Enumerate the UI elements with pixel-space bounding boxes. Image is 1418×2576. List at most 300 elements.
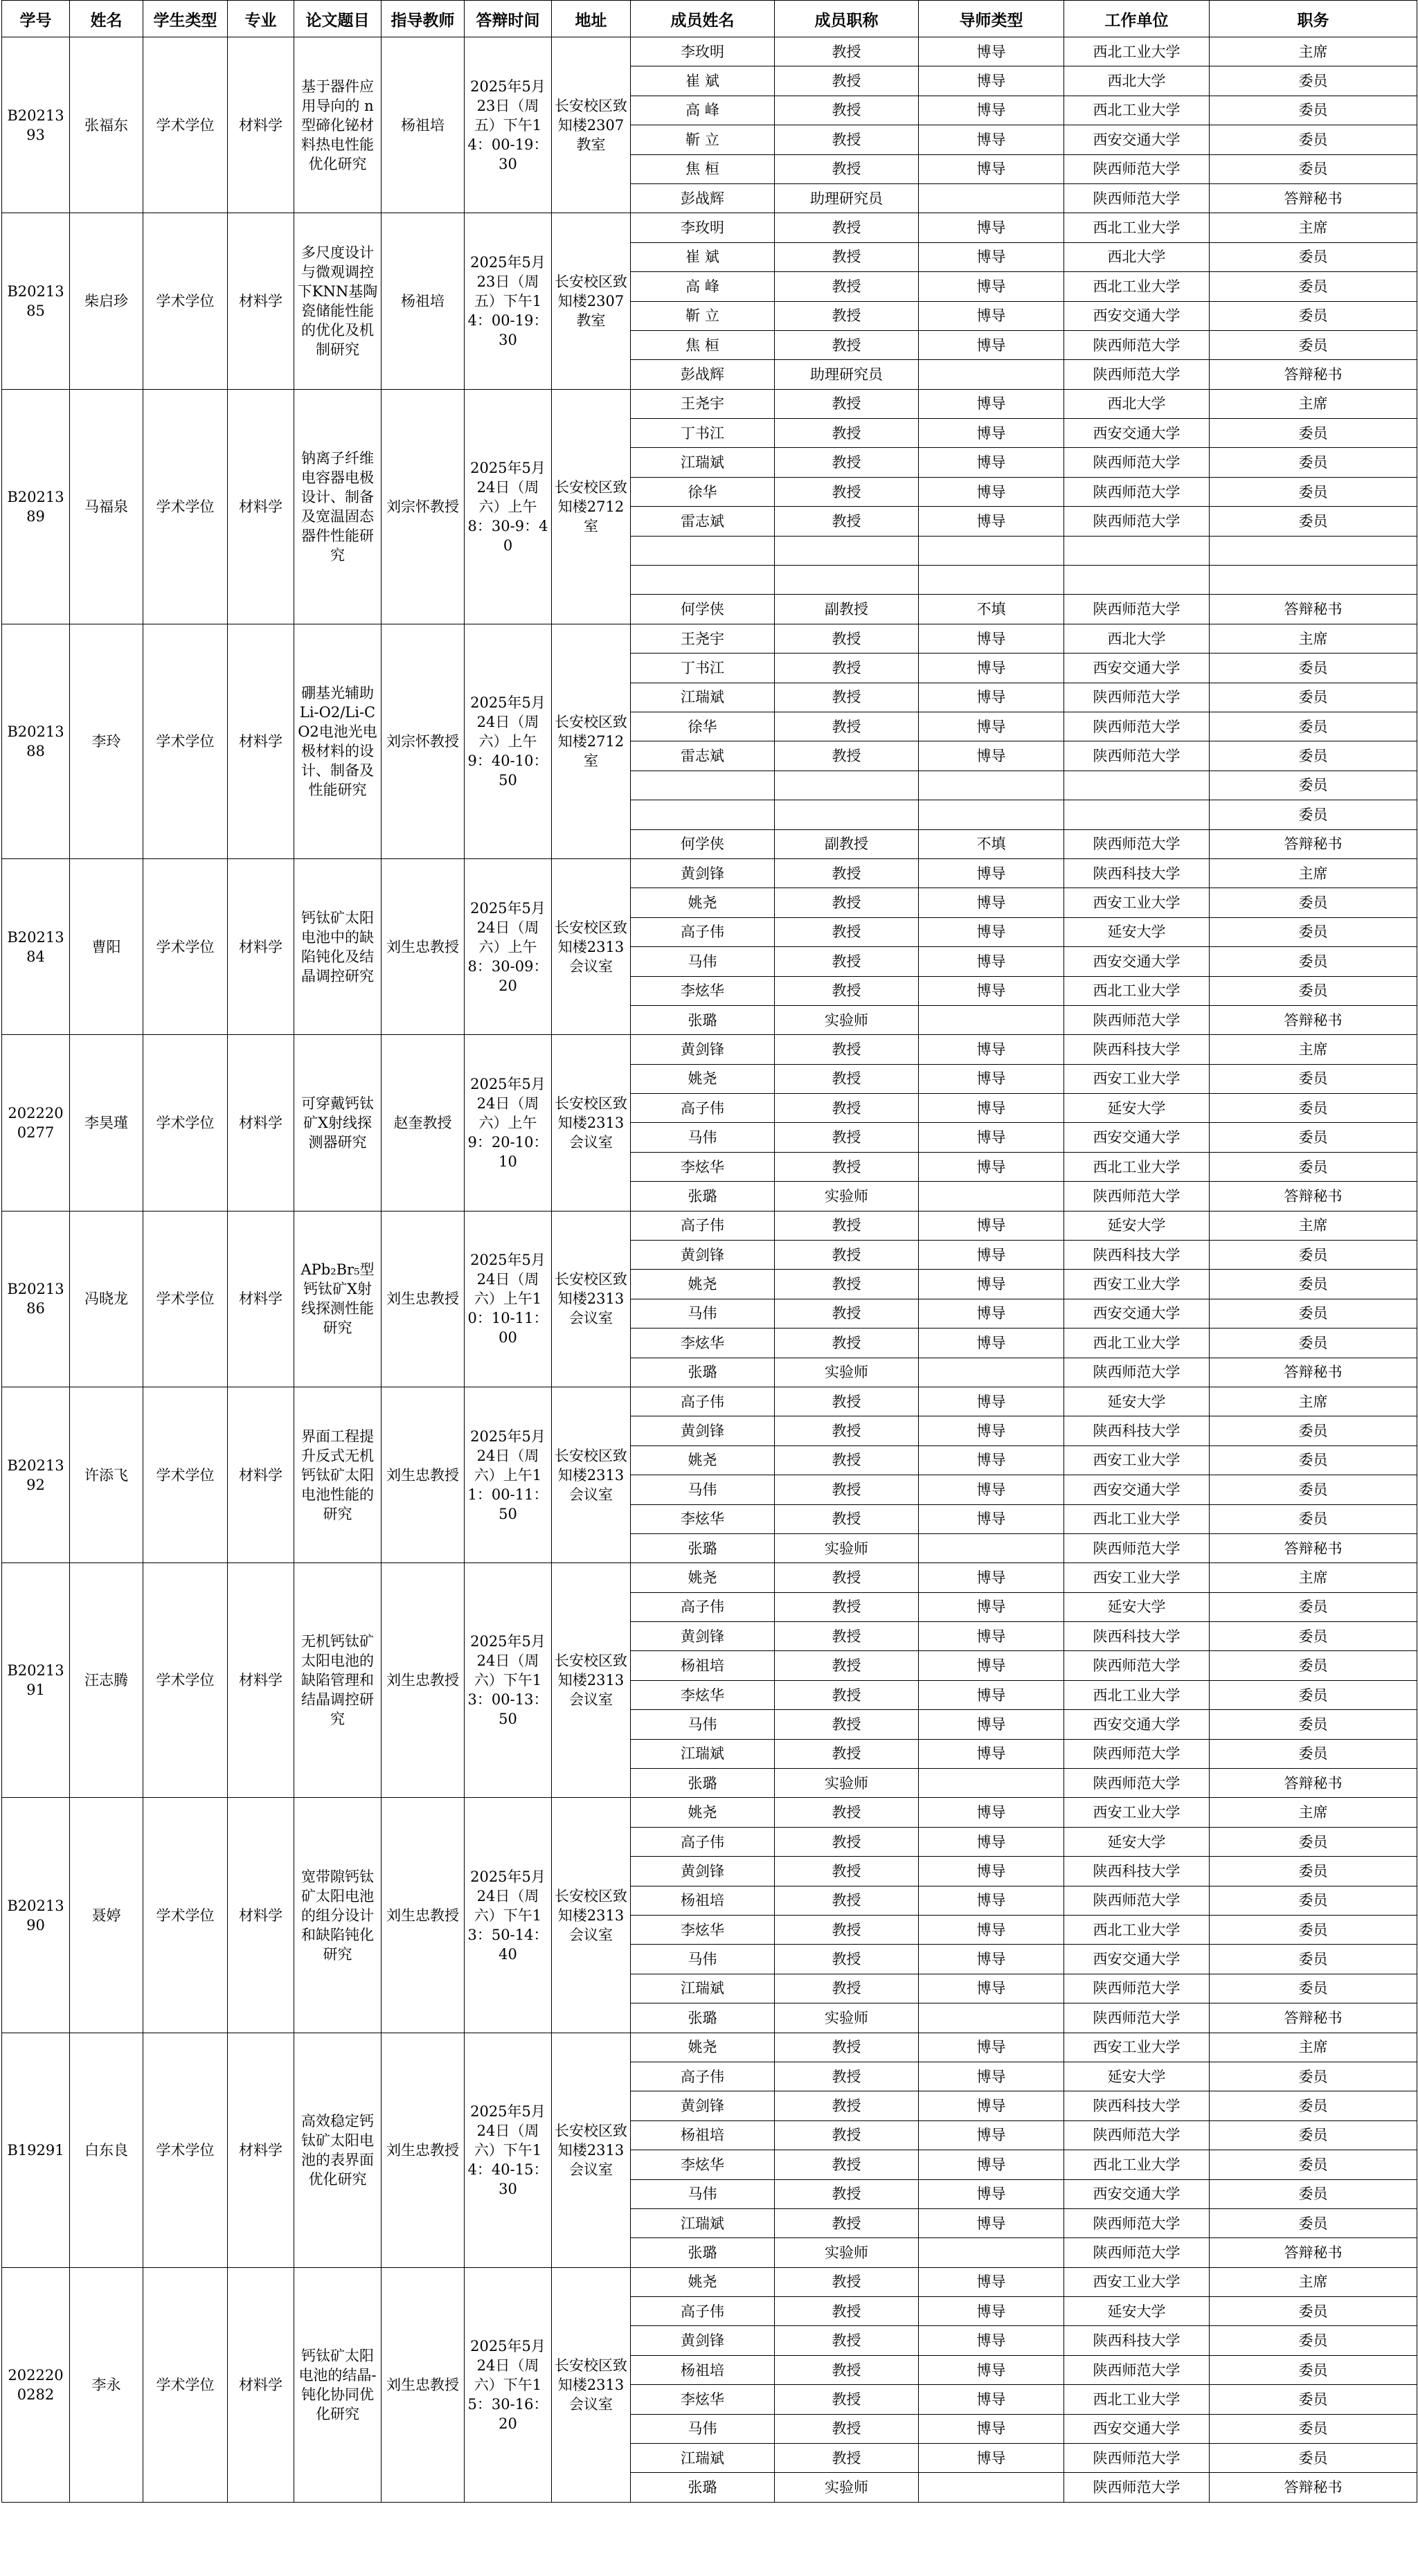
student-id-cell: B2021393 [2,37,70,213]
work-unit-cell: 西安交通大学 [1064,419,1210,448]
role-cell: 委员 [1210,947,1417,976]
member-title-cell: 实验师 [775,1358,919,1387]
supervisor-type-cell: 博导 [919,1592,1064,1621]
member-name-cell: 高子伟 [631,1211,775,1240]
role-cell: 委员 [1210,1241,1417,1270]
location-cell: 长安校区致知楼2712室 [552,624,631,858]
supervisor-type-cell: 博导 [919,2120,1064,2150]
student-name-cell: 李玲 [70,624,143,858]
supervisor-type-cell: 博导 [919,1123,1064,1152]
supervisor-type-cell [919,1533,1064,1562]
role-cell: 委员 [1210,1152,1417,1181]
member-title-cell: 教授 [775,1035,919,1064]
defense-time-cell: 2025年5月23日（周五）下午14：00-19：30 [465,213,552,389]
member-name-cell: 杨祖培 [631,2120,775,2150]
role-cell: 主席 [1210,2267,1417,2296]
supervisor-type-cell [919,536,1064,565]
role-cell: 委员 [1210,1886,1417,1915]
role-cell: 主席 [1210,1798,1417,1827]
location-cell: 长安校区致知楼2313会议室 [552,1387,631,1562]
role-cell: 委员 [1210,477,1417,506]
member-title-cell: 教授 [775,2444,919,2473]
defense-time-cell: 2025年5月24日（周六）上午8：30-09：20 [465,858,552,1034]
major-cell: 材料学 [228,1798,294,2033]
member-name-cell: 黄剑锋 [631,1416,775,1445]
thesis-title-cell: APb₂Br₅型钙钛矿X射线探测性能研究 [294,1211,382,1387]
member-name-cell: 丁书江 [631,654,775,683]
role-cell: 委员 [1210,419,1417,448]
work-unit-cell: 西安工业大学 [1064,1563,1210,1592]
member-title-cell: 教授 [775,507,919,536]
work-unit-cell [1064,536,1210,565]
work-unit-cell: 陕西师范大学 [1064,448,1210,477]
header-supervisor-type: 导师类型 [919,1,1064,37]
supervisor-type-cell: 博导 [919,125,1064,154]
role-cell: 委员 [1210,1680,1417,1709]
member-title-cell: 教授 [775,1504,919,1533]
member-title-cell [775,800,919,829]
role-cell: 委员 [1210,507,1417,536]
supervisor-type-cell: 博导 [919,1974,1064,2003]
member-title-cell: 教授 [775,1475,919,1504]
member-name-cell: 高子伟 [631,2062,775,2091]
student-name-cell: 聂婷 [70,1798,143,2033]
work-unit-cell: 陕西师范大学 [1064,595,1210,624]
location-cell: 长安校区致知楼2307教室 [552,37,631,213]
role-cell: 答辩秘书 [1210,1533,1417,1562]
member-name-cell: 李炫华 [631,2385,775,2414]
role-cell: 答辩秘书 [1210,595,1417,624]
supervisor-type-cell: 博导 [919,1680,1064,1709]
role-cell: 委员 [1210,1710,1417,1739]
work-unit-cell: 西安工业大学 [1064,888,1210,917]
supervisor-type-cell: 博导 [919,1945,1064,1974]
member-name-cell: 张璐 [631,2473,775,2502]
defense-time-cell: 2025年5月24日（周六）下午15：30-16：20 [465,2267,552,2502]
role-cell: 委员 [1210,683,1417,712]
student-id-cell: B2021385 [2,213,70,389]
role-cell: 答辩秘书 [1210,2238,1417,2267]
supervisor-type-cell [919,566,1064,595]
role-cell: 委员 [1210,301,1417,330]
member-name-cell: 崔 斌 [631,66,775,96]
supervisor-type-cell: 博导 [919,1827,1064,1856]
work-unit-cell: 西北工业大学 [1064,1680,1210,1709]
supervisor-type-cell: 博导 [919,213,1064,242]
student-name-cell: 马福泉 [70,389,143,624]
role-cell: 答辩秘书 [1210,2003,1417,2033]
member-title-cell: 教授 [775,1152,919,1181]
member-name-cell: 杨祖培 [631,1886,775,1915]
role-cell: 委员 [1210,154,1417,183]
thesis-title-cell: 钙钛矿太阳电池的结晶-钝化协同优化研究 [294,2267,382,2502]
member-title-cell: 教授 [775,389,919,418]
work-unit-cell: 陕西师范大学 [1064,2444,1210,2473]
role-cell: 委员 [1210,125,1417,154]
work-unit-cell: 西安交通大学 [1064,1123,1210,1152]
major-cell: 材料学 [228,624,294,858]
supervisor-type-cell [919,2003,1064,2033]
table-row [2,1211,1417,1240]
supervisor-type-cell: 博导 [919,1299,1064,1328]
work-unit-cell: 西安交通大学 [1064,947,1210,976]
student-name-cell: 李昊瑾 [70,1035,143,1211]
role-cell: 委员 [1210,448,1417,477]
supervisor-type-cell: 博导 [919,242,1064,271]
member-name-cell: 马伟 [631,947,775,976]
header-major: 专业 [228,1,294,37]
location-cell: 长安校区致知楼2313会议室 [552,2267,631,2502]
member-title-cell: 教授 [775,1974,919,2003]
student-type-cell: 学术学位 [143,1563,228,1798]
member-name-cell: 李炫华 [631,1328,775,1358]
member-title-cell: 教授 [775,2267,919,2296]
member-name-cell: 王尧宇 [631,389,775,418]
work-unit-cell: 陕西师范大学 [1064,2355,1210,2384]
major-cell: 材料学 [228,1387,294,1562]
header-defense-time: 答辩时间 [465,1,552,37]
work-unit-cell: 延安大学 [1064,2297,1210,2326]
location-cell: 长安校区致知楼2313会议室 [552,2033,631,2267]
student-name-cell: 白东良 [70,2033,143,2267]
work-unit-cell: 陕西科技大学 [1064,2091,1210,2120]
student-id-cell: B2021391 [2,1563,70,1798]
location-cell: 长安校区致知楼2313会议室 [552,1211,631,1387]
role-cell: 委员 [1210,1416,1417,1445]
location-cell: 长安校区致知楼2313会议室 [552,1798,631,2033]
member-name-cell: 李炫华 [631,1504,775,1533]
member-title-cell: 教授 [775,477,919,506]
major-cell: 材料学 [228,2033,294,2267]
member-name-cell: 马伟 [631,1710,775,1739]
role-cell: 委员 [1210,242,1417,271]
member-title-cell [775,536,919,565]
role-cell: 委员 [1210,800,1417,829]
member-name-cell: 徐华 [631,477,775,506]
supervisor-type-cell [919,800,1064,829]
supervisor-type-cell: 博导 [919,683,1064,712]
role-cell: 委员 [1210,2120,1417,2150]
role-cell: 主席 [1210,1035,1417,1064]
work-unit-cell: 陕西师范大学 [1064,360,1210,389]
student-id-cell: B2021389 [2,389,70,624]
member-name-cell: 马伟 [631,2414,775,2443]
advisor-cell: 杨祖培 [382,213,465,389]
member-name-cell: 黄剑锋 [631,1241,775,1270]
member-title-cell: 教授 [775,1886,919,1915]
role-cell: 主席 [1210,624,1417,653]
role-cell: 答辩秘书 [1210,1769,1417,1798]
member-title-cell: 教授 [775,1680,919,1709]
supervisor-type-cell: 博导 [919,301,1064,330]
role-cell: 主席 [1210,1563,1417,1592]
member-title-cell: 教授 [775,976,919,1005]
table-row [2,1387,1417,1416]
supervisor-type-cell: 博导 [919,1651,1064,1680]
work-unit-cell: 西安工业大学 [1064,1445,1210,1475]
role-cell: 委员 [1210,2444,1417,2473]
header-location: 地址 [552,1,631,37]
member-name-cell [631,800,775,829]
work-unit-cell: 陕西师范大学 [1064,712,1210,741]
member-title-cell: 实验师 [775,1182,919,1211]
work-unit-cell: 陕西师范大学 [1064,1005,1210,1034]
member-title-cell: 教授 [775,2062,919,2091]
student-id-cell: B2021390 [2,1798,70,2033]
member-title-cell: 教授 [775,1387,919,1416]
defense-schedule-table [1,0,1417,2503]
role-cell: 委员 [1210,1504,1417,1533]
member-name-cell: 张璐 [631,2003,775,2033]
member-title-cell: 实验师 [775,1533,919,1562]
member-name-cell: 高子伟 [631,1387,775,1416]
work-unit-cell: 陕西师范大学 [1064,2208,1210,2237]
student-id-cell: B2021384 [2,858,70,1034]
role-cell: 主席 [1210,858,1417,888]
work-unit-cell: 陕西师范大学 [1064,683,1210,712]
work-unit-cell [1064,800,1210,829]
member-name-cell: 雷志斌 [631,507,775,536]
work-unit-cell: 西安工业大学 [1064,2267,1210,2296]
member-title-cell: 教授 [775,917,919,946]
member-title-cell: 教授 [775,1622,919,1651]
work-unit-cell [1064,566,1210,595]
role-cell: 委员 [1210,1328,1417,1358]
header-advisor: 指导教师 [382,1,465,37]
member-name-cell: 张璐 [631,2238,775,2267]
work-unit-cell: 陕西科技大学 [1064,2326,1210,2355]
member-title-cell: 教授 [775,1328,919,1358]
work-unit-cell: 西北工业大学 [1064,1152,1210,1181]
role-cell: 委员 [1210,1445,1417,1475]
member-name-cell: 高 峰 [631,272,775,301]
work-unit-cell: 西北工业大学 [1064,96,1210,125]
advisor-cell: 刘生忠教授 [382,1798,465,2033]
member-title-cell: 教授 [775,1592,919,1621]
work-unit-cell: 西北工业大学 [1064,2385,1210,2414]
role-cell: 委员 [1210,1857,1417,1886]
supervisor-type-cell: 博导 [919,1445,1064,1475]
member-name-cell: 李炫华 [631,1916,775,1945]
role-cell: 主席 [1210,37,1417,66]
work-unit-cell: 西安工业大学 [1064,1270,1210,1299]
work-unit-cell: 陕西师范大学 [1064,1182,1210,1211]
member-title-cell: 教授 [775,1945,919,1974]
role-cell: 委员 [1210,272,1417,301]
work-unit-cell: 西北工业大学 [1064,213,1210,242]
role-cell: 委员 [1210,2179,1417,2208]
advisor-cell: 刘生忠教授 [382,2267,465,2502]
work-unit-cell: 陕西师范大学 [1064,330,1210,359]
member-name-cell: 高子伟 [631,1094,775,1123]
member-name-cell: 姚尧 [631,1563,775,1592]
work-unit-cell: 西安交通大学 [1064,1299,1210,1328]
role-cell: 委员 [1210,2414,1417,2443]
member-name-cell: 江瑞斌 [631,2208,775,2237]
member-name-cell: 姚尧 [631,1064,775,1093]
role-cell: 主席 [1210,389,1417,418]
major-cell: 材料学 [228,213,294,389]
defense-time-cell: 2025年5月24日（周六）上午9：40-10：50 [465,624,552,858]
work-unit-cell: 陕西科技大学 [1064,1035,1210,1064]
role-cell: 委员 [1210,2208,1417,2237]
supervisor-type-cell: 博导 [919,2414,1064,2443]
role-cell: 答辩秘书 [1210,1005,1417,1034]
supervisor-type-cell: 博导 [919,37,1064,66]
thesis-title-cell: 高效稳定钙钛矿太阳电池的表界面优化研究 [294,2033,382,2267]
member-title-cell: 教授 [775,1445,919,1475]
member-name-cell: 高子伟 [631,917,775,946]
advisor-cell: 赵奎教授 [382,1035,465,1211]
member-name-cell: 黄剑锋 [631,2091,775,2120]
member-title-cell: 教授 [775,1064,919,1093]
member-title-cell: 副教授 [775,829,919,858]
member-title-cell: 教授 [775,2091,919,2120]
member-title-cell: 教授 [775,1416,919,1445]
role-cell: 答辩秘书 [1210,1182,1417,1211]
major-cell: 材料学 [228,389,294,624]
member-name-cell: 李炫华 [631,1680,775,1709]
supervisor-type-cell: 博导 [919,477,1064,506]
role-cell: 答辩秘书 [1210,360,1417,389]
supervisor-type-cell: 博导 [919,2179,1064,2208]
supervisor-type-cell: 博导 [919,1241,1064,1270]
supervisor-type-cell: 博导 [919,389,1064,418]
header-student-id: 学号 [2,1,70,37]
member-name-cell: 何学侠 [631,829,775,858]
advisor-cell: 刘宗怀教授 [382,624,465,858]
member-name-cell: 雷志斌 [631,741,775,771]
supervisor-type-cell: 博导 [919,1035,1064,1064]
member-title-cell: 教授 [775,37,919,66]
supervisor-type-cell [919,1358,1064,1387]
member-title-cell: 教授 [775,888,919,917]
supervisor-type-cell [919,360,1064,389]
member-name-cell: 李炫华 [631,976,775,1005]
role-cell: 委员 [1210,917,1417,946]
member-name-cell: 黄剑锋 [631,1622,775,1651]
work-unit-cell: 陕西科技大学 [1064,1416,1210,1445]
member-name-cell: 杨祖培 [631,2355,775,2384]
location-cell: 长安校区致知楼2712室 [552,389,631,624]
student-type-cell: 学术学位 [143,2267,228,2502]
advisor-cell: 刘生忠教授 [382,1563,465,1798]
supervisor-type-cell: 博导 [919,2355,1064,2384]
member-title-cell: 教授 [775,96,919,125]
role-cell: 委员 [1210,1475,1417,1504]
work-unit-cell: 陕西师范大学 [1064,1886,1210,1915]
member-name-cell: 马伟 [631,1123,775,1152]
member-name-cell: 马伟 [631,2179,775,2208]
member-title-cell: 实验师 [775,1005,919,1034]
member-title-cell: 教授 [775,272,919,301]
thesis-title-cell: 无机钙钛矿太阳电池的缺陷管理和结晶调控研究 [294,1563,382,1798]
work-unit-cell: 西安交通大学 [1064,2414,1210,2443]
supervisor-type-cell: 博导 [919,1152,1064,1181]
supervisor-type-cell: 博导 [919,2062,1064,2091]
member-title-cell: 副教授 [775,595,919,624]
work-unit-cell: 陕西师范大学 [1064,477,1210,506]
member-title-cell: 教授 [775,712,919,741]
work-unit-cell: 西安交通大学 [1064,1710,1210,1739]
member-name-cell: 丁书江 [631,419,775,448]
role-cell: 委员 [1210,1299,1417,1328]
role-cell: 委员 [1210,1945,1417,1974]
student-id-cell: B19291 [2,2033,70,2267]
major-cell: 材料学 [228,1035,294,1211]
work-unit-cell: 陕西科技大学 [1064,1622,1210,1651]
work-unit-cell: 陕西师范大学 [1064,829,1210,858]
member-name-cell: 马伟 [631,1945,775,1974]
role-cell: 委员 [1210,2062,1417,2091]
location-cell: 长安校区致知楼2313会议室 [552,1035,631,1211]
member-title-cell: 教授 [775,1798,919,1827]
member-name-cell: 李炫华 [631,1152,775,1181]
work-unit-cell: 延安大学 [1064,1094,1210,1123]
advisor-cell: 刘生忠教授 [382,1387,465,1562]
defense-time-cell: 2025年5月24日（周六）上午9：20-10：10 [465,1035,552,1211]
member-title-cell: 实验师 [775,2473,919,2502]
supervisor-type-cell [919,2238,1064,2267]
student-type-cell: 学术学位 [143,1387,228,1562]
supervisor-type-cell: 博导 [919,2326,1064,2355]
table-row [2,2033,1417,2062]
supervisor-type-cell [919,1005,1064,1034]
student-type-cell: 学术学位 [143,1035,228,1211]
defense-time-cell: 2025年5月24日（周六）上午10：10-11：00 [465,1211,552,1387]
advisor-cell: 杨祖培 [382,37,465,213]
supervisor-type-cell: 博导 [919,654,1064,683]
member-title-cell: 教授 [775,66,919,96]
student-type-cell: 学术学位 [143,1798,228,2033]
member-name-cell: 张璐 [631,1182,775,1211]
thesis-title-cell: 多尺度设计与微观调控下KNN基陶瓷储能性能的优化及机制研究 [294,213,382,389]
defense-time-cell: 2025年5月24日（周六）下午13：50-14：40 [465,1798,552,2033]
student-id-cell: B2021386 [2,1211,70,1387]
work-unit-cell: 西安交通大学 [1064,301,1210,330]
supervisor-type-cell: 博导 [919,1475,1064,1504]
role-cell: 委员 [1210,2355,1417,2384]
role-cell: 主席 [1210,2033,1417,2062]
work-unit-cell: 延安大学 [1064,917,1210,946]
member-name-cell: 焦 桓 [631,330,775,359]
work-unit-cell: 延安大学 [1064,1387,1210,1416]
work-unit-cell: 西北工业大学 [1064,1916,1210,1945]
work-unit-cell: 西北大学 [1064,389,1210,418]
supervisor-type-cell: 博导 [919,624,1064,653]
supervisor-type-cell: 博导 [919,2267,1064,2296]
work-unit-cell: 西北工业大学 [1064,1504,1210,1533]
supervisor-type-cell [919,2473,1064,2502]
member-name-cell: 王尧宇 [631,624,775,653]
table-row [2,37,1417,66]
member-name-cell: 彭战辉 [631,183,775,213]
supervisor-type-cell: 博导 [919,1622,1064,1651]
advisor-cell: 刘宗怀教授 [382,389,465,624]
work-unit-cell: 陕西师范大学 [1064,183,1210,213]
student-name-cell: 冯晓龙 [70,1211,143,1387]
role-cell: 委员 [1210,2297,1417,2326]
supervisor-type-cell: 博导 [919,66,1064,96]
student-type-cell: 学术学位 [143,624,228,858]
role-cell: 委员 [1210,1592,1417,1621]
role-cell: 委员 [1210,2326,1417,2355]
student-name-cell: 张福东 [70,37,143,213]
role-cell: 委员 [1210,1064,1417,1093]
supervisor-type-cell: 博导 [919,1798,1064,1827]
role-cell: 委员 [1210,2385,1417,2414]
member-name-cell: 何学侠 [631,595,775,624]
